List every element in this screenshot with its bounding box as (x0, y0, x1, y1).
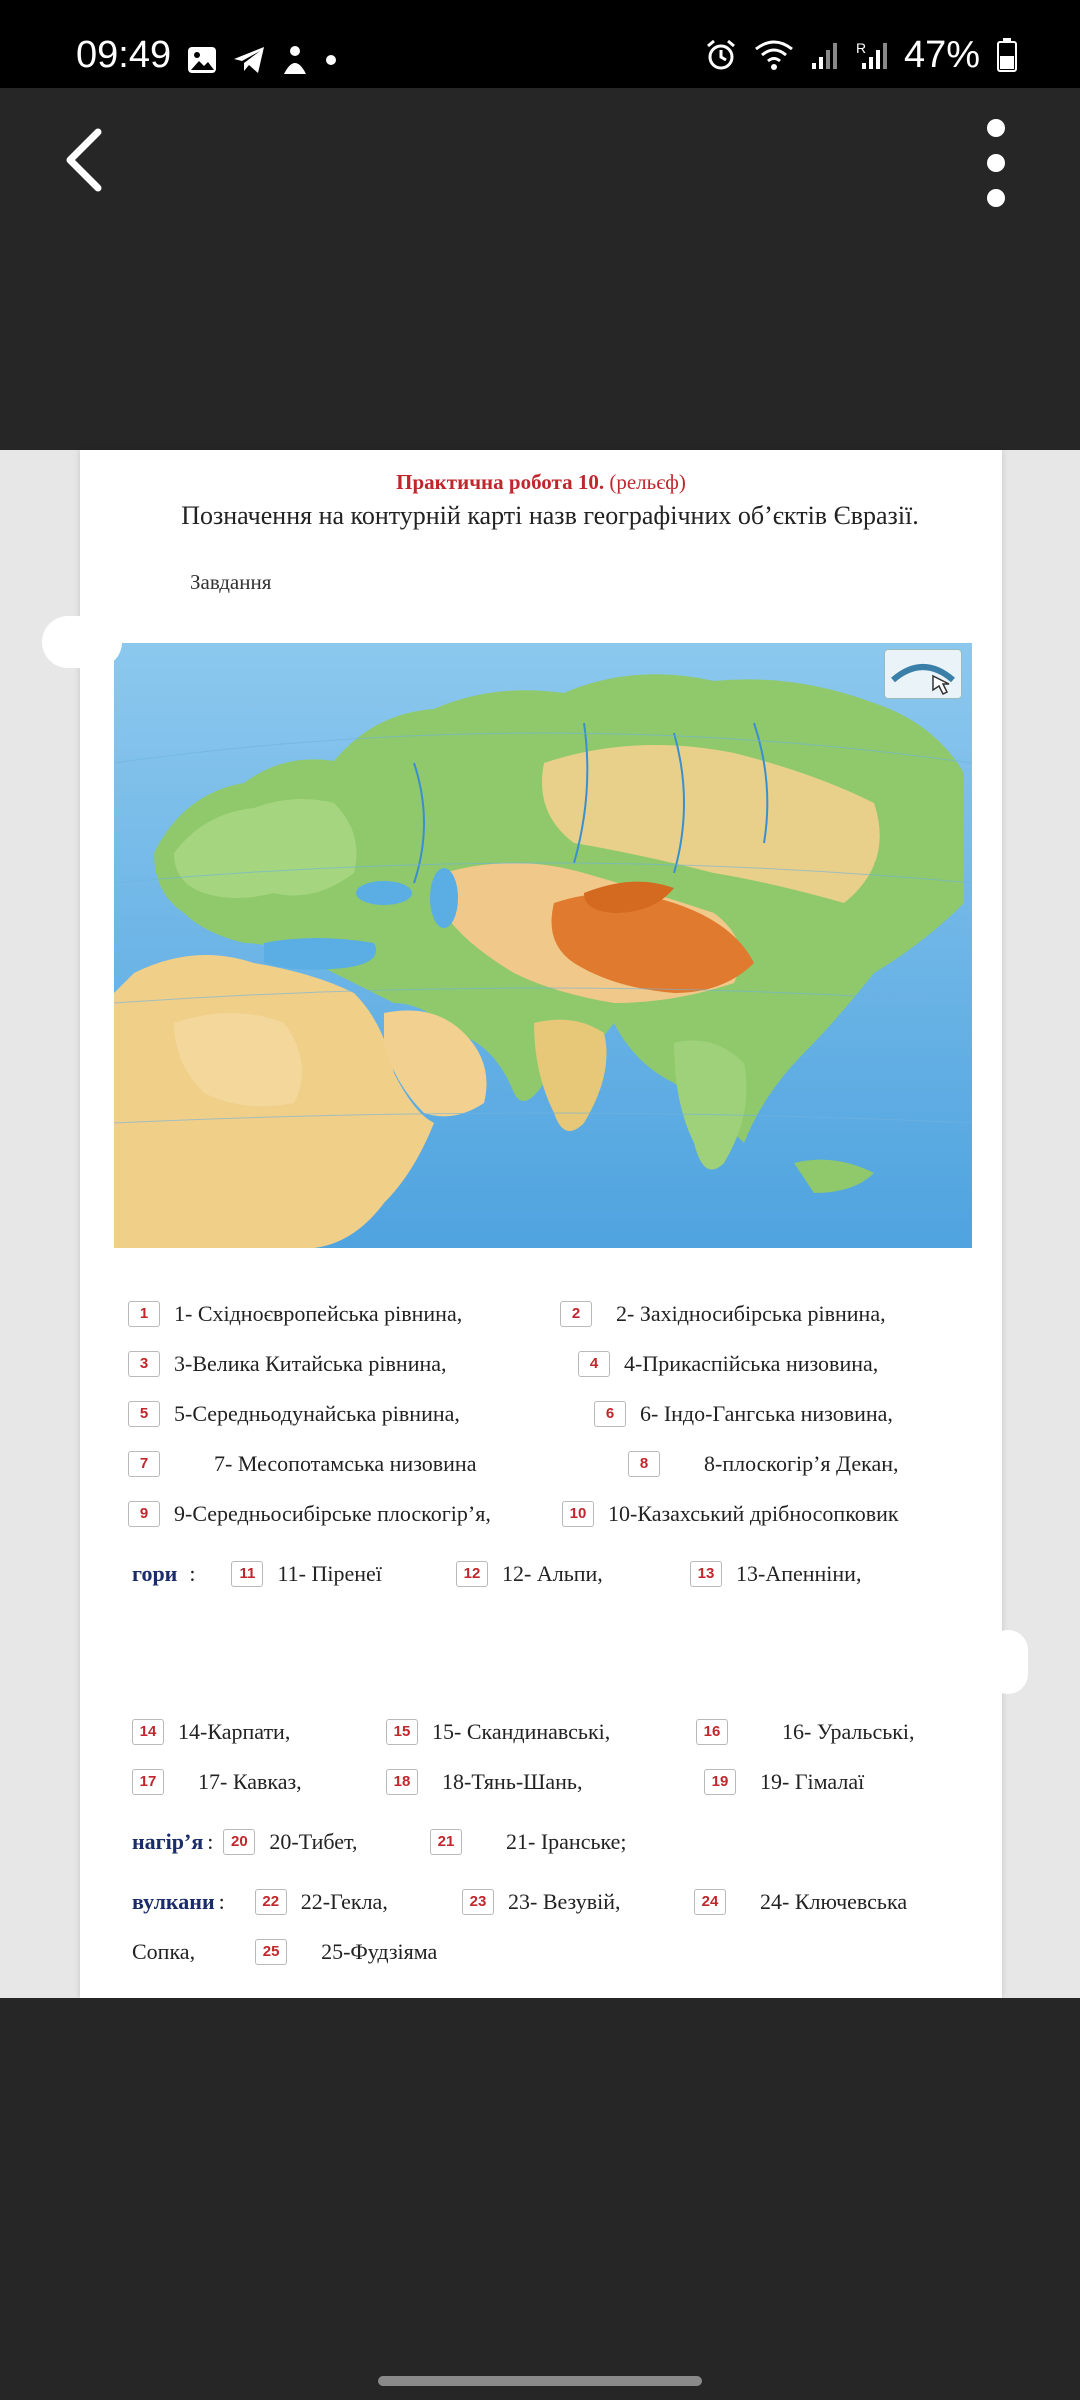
legend-item (128, 1346, 447, 1382)
scroll-handle-left[interactable] (42, 616, 122, 668)
legend-text: 5-Середньодунайська рівнина, (174, 1401, 460, 1426)
legend-item (462, 1884, 621, 1920)
map-view-button[interactable] (884, 649, 962, 699)
colon: : (218, 1889, 225, 1914)
legend-item (578, 1346, 878, 1382)
legend-number: 20 (223, 1829, 255, 1855)
legend-text: 16- Уральські, (782, 1719, 915, 1744)
legend-text: 22-Гекла, (300, 1889, 388, 1914)
legend-item (128, 1446, 476, 1482)
legend-row-8 (128, 1764, 960, 1800)
legend-number: 2 (560, 1301, 592, 1327)
legend-number: 4 (578, 1351, 610, 1377)
legend-row-volcanoes (128, 1884, 960, 1920)
legend-number: 7 (128, 1451, 160, 1477)
legend-item (690, 1556, 861, 1592)
legend-item (132, 1556, 382, 1592)
legend-row-2 (128, 1346, 960, 1382)
legend-item (560, 1296, 886, 1332)
legend-row-7 (128, 1714, 960, 1750)
home-indicator[interactable] (378, 2376, 702, 2386)
legend-item (132, 1764, 302, 1800)
legend-text: 20-Тибет, (269, 1829, 358, 1854)
more-vert-icon (972, 118, 1020, 208)
app-bar (0, 88, 1080, 234)
legend-row-mountains (128, 1556, 960, 1592)
legend-item (628, 1446, 898, 1482)
legend-row-3 (128, 1396, 960, 1432)
back-button[interactable] (50, 124, 122, 196)
svg-text:R: R (855, 40, 867, 56)
legend-item (128, 1396, 460, 1432)
volcanoes-label: вулкани (132, 1889, 215, 1914)
status-time: 09:49 (76, 34, 172, 76)
document-page[interactable] (80, 450, 1002, 1998)
more-options-button[interactable] (972, 118, 1020, 208)
legend-text: 14-Карпати, (178, 1719, 291, 1744)
title-sub: (рельєф) (604, 470, 686, 494)
legend-row-4 (128, 1446, 960, 1482)
app-icon (280, 44, 310, 76)
legend-text: 23- Везувій, (508, 1889, 621, 1914)
mountains-label: гори (132, 1561, 178, 1586)
legend-item (704, 1764, 864, 1800)
legend-row-highlands (128, 1824, 960, 1860)
legend-number: 5 (128, 1401, 160, 1427)
legend-text-prefix: Сопка, (132, 1939, 196, 1964)
legend-text: 18-Тянь-Шань, (442, 1769, 583, 1794)
legend-item (562, 1496, 899, 1532)
legend-item (386, 1714, 610, 1750)
legend-text: 1- Східноєвропейська рівнина, (174, 1301, 463, 1326)
page-title (80, 470, 1002, 495)
legend-item (694, 1884, 907, 1920)
legend-item (132, 1714, 290, 1750)
telegram-icon (232, 45, 266, 75)
legend-item (128, 1296, 462, 1332)
legend-number: 21 (430, 1829, 462, 1855)
legend-text: 25-Фудзіяма (321, 1939, 438, 1964)
legend-item (594, 1396, 893, 1432)
legend-number: 23 (462, 1889, 494, 1915)
legend-item (386, 1764, 582, 1800)
legend-item (696, 1714, 915, 1750)
legend-number: 13 (690, 1561, 722, 1587)
legend-item (430, 1824, 627, 1860)
legend-text: 11- Піренеї (277, 1561, 382, 1586)
scroll-handle-right[interactable] (988, 1630, 1028, 1694)
colon: : (189, 1561, 196, 1586)
task-label: Завдання (190, 570, 272, 594)
legend-item (132, 1884, 388, 1920)
legend-number: 3 (128, 1351, 160, 1377)
legend-text: 12- Альпи, (502, 1561, 603, 1586)
legend-number: 24 (694, 1889, 726, 1915)
highlands-label: нагір’я (132, 1829, 204, 1854)
legend-number: 6 (594, 1401, 626, 1427)
legend-row-5 (128, 1496, 960, 1532)
status-bar (0, 0, 1080, 88)
legend-text: 8-плоскогір’я Декан, (704, 1451, 899, 1476)
legend-number: 11 (231, 1561, 263, 1587)
gallery-icon (186, 45, 218, 75)
legend-item (456, 1556, 603, 1592)
legend-item (128, 1496, 491, 1532)
signal-r-icon (856, 39, 888, 71)
title-main: Практична робота 10. (396, 470, 605, 494)
bottom-area (0, 1998, 1080, 2400)
legend-number: 10 (562, 1501, 594, 1527)
legend-text: 19- Гімалаї (760, 1769, 865, 1794)
legend-number: 8 (628, 1451, 660, 1477)
legend-text: 21- Іранське; (506, 1829, 627, 1854)
legend-text: 4-Прикаспійська низовина, (624, 1351, 879, 1376)
legend-text: 6- Індо-Гангська низовина, (640, 1401, 893, 1426)
legend-item (132, 1824, 358, 1860)
map-image (114, 643, 972, 1248)
legend-number: 9 (128, 1501, 160, 1527)
eurasia-map (114, 643, 972, 1248)
legend-text: 9-Середньосибірське плоскогір’я, (174, 1501, 491, 1526)
legend-row-1 (128, 1296, 960, 1332)
status-icons-left (186, 42, 338, 78)
battery-icon (996, 38, 1018, 72)
legend-row-11 (128, 1934, 960, 1970)
wifi-icon (754, 39, 794, 71)
legend-item (132, 1934, 437, 1970)
legend-text: 10-Казахський дрібносопковик (608, 1501, 899, 1526)
status-icons-right (704, 36, 1018, 74)
legend-number: 16 (696, 1719, 728, 1745)
legend-number: 25 (255, 1939, 287, 1965)
legend-text: 3-Велика Китайська рівнина, (174, 1351, 447, 1376)
legend-text: 24- Ключевська (760, 1889, 908, 1914)
legend-text: 7- Месопотамська низовина (214, 1451, 477, 1476)
legend-number: 18 (386, 1769, 418, 1795)
legend-text: 13-Апенніни, (736, 1561, 862, 1586)
legend-number: 14 (132, 1719, 164, 1745)
dot-icon (324, 53, 338, 67)
legend-number: 19 (704, 1769, 736, 1795)
legend-number: 12 (456, 1561, 488, 1587)
signal-icon (810, 39, 840, 71)
colon: : (207, 1829, 214, 1854)
page-subtitle: Позначення на контурній карті назв географічних об’єктів Євразії. (181, 501, 919, 530)
legend-text: 15- Скандинавські, (432, 1719, 611, 1744)
legend-number: 15 (386, 1719, 418, 1745)
legend-text: 17- Кавказ, (198, 1769, 302, 1794)
chevron-left-icon (50, 124, 122, 196)
legend-number: 1 (128, 1301, 160, 1327)
map-thumbnail-icon (885, 650, 961, 698)
legend-text: 2- Західносибірська рівнина, (616, 1301, 886, 1326)
viewer-top-area (0, 234, 1080, 450)
alarm-icon (704, 38, 738, 72)
legend-number: 22 (255, 1889, 287, 1915)
legend-number: 17 (132, 1769, 164, 1795)
battery-percent: 47% (903, 34, 980, 76)
